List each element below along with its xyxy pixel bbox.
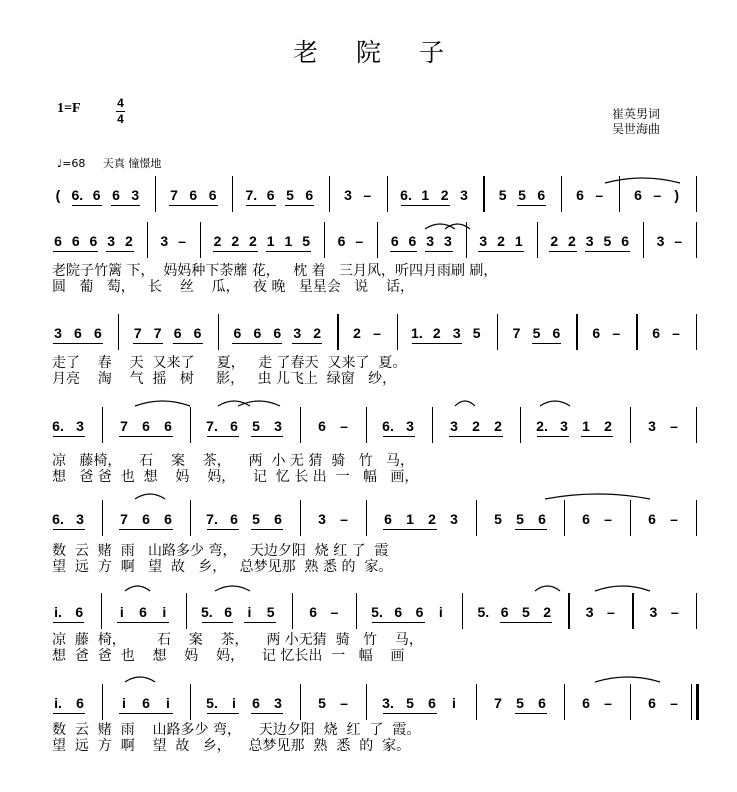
- note: 5.: [201, 604, 213, 620]
- note: 5: [286, 187, 294, 203]
- note: 6: [142, 418, 150, 434]
- note: i: [119, 604, 124, 620]
- note: 5: [516, 695, 524, 711]
- note: 6: [582, 695, 590, 711]
- note: 6: [74, 325, 82, 341]
- note: 7: [133, 325, 142, 341]
- note: 2: [313, 325, 322, 341]
- lyric-text: 凉 藤椅， 石 案 茶， 两 小 无 猜 骑 竹 马，: [52, 453, 414, 469]
- note: 3: [426, 233, 435, 249]
- note: –: [670, 511, 678, 527]
- note: –: [604, 511, 612, 527]
- note: 6.: [52, 418, 64, 434]
- note: 6: [634, 187, 642, 203]
- note: 6: [538, 511, 546, 527]
- note: 6: [253, 325, 262, 341]
- slur: [125, 586, 150, 591]
- note: 7: [153, 325, 162, 341]
- note: 7: [494, 695, 502, 711]
- note: 7: [120, 511, 128, 527]
- note: 2: [213, 233, 222, 249]
- note: 7.: [206, 511, 218, 527]
- lyric-text: 想 爸 爸 也 想 妈 妈， 记 忆长出 一 幅 画: [52, 648, 405, 664]
- note: i: [162, 604, 167, 620]
- lyric-text: 月亮 淘 气 摇 树 影， 虫 儿飞上 绿窗 纱，: [52, 371, 397, 387]
- note: 3: [450, 418, 458, 434]
- note: 6: [428, 695, 436, 711]
- note: 6: [576, 187, 584, 203]
- note: –: [653, 187, 662, 203]
- note: 6: [648, 695, 656, 711]
- note: 5.: [206, 695, 218, 711]
- note: 1: [514, 233, 523, 249]
- note: 6: [189, 187, 198, 203]
- note: 2: [472, 418, 480, 434]
- note: 1: [284, 233, 293, 249]
- note: 3: [344, 187, 352, 203]
- note: 6.: [71, 187, 84, 203]
- note: 6: [112, 187, 120, 203]
- key-signature: 1=F: [57, 101, 81, 116]
- meter-bottom: 4: [117, 112, 124, 126]
- note: 6: [233, 325, 242, 341]
- note: 5: [406, 695, 414, 711]
- note: 6: [309, 604, 318, 620]
- tempo-value: ♩=68: [57, 157, 86, 170]
- note: 2: [231, 233, 240, 249]
- note: 6: [415, 604, 424, 620]
- note: 5: [252, 418, 260, 434]
- lyric-text: 望 远 方 啊 望 故 乡， 总梦见那 熟 悉 的 家。: [52, 738, 411, 754]
- note: 2: [432, 325, 441, 341]
- note: 5: [494, 511, 502, 527]
- note: 6: [266, 187, 275, 203]
- note: –: [355, 233, 364, 249]
- note: 1: [406, 511, 414, 527]
- note: 1: [582, 418, 590, 434]
- note: –: [670, 695, 678, 711]
- note: –: [363, 187, 372, 203]
- note: 1: [421, 187, 430, 203]
- note: –: [340, 695, 348, 711]
- note: 3: [452, 325, 461, 341]
- note: 2: [604, 418, 612, 434]
- lyric-text: 圆 葡 萄， 长 丝 瓜， 夜 晚 星星会 说 话，: [52, 279, 414, 295]
- lyric-text: 数 云 赌 雨 山路多少 弯， 天边夕阳 烧 红 了 霞: [52, 543, 389, 559]
- note: 2: [494, 418, 502, 434]
- note: 3: [443, 233, 452, 249]
- slur: [425, 224, 455, 229]
- note: 5.: [371, 604, 383, 620]
- note: 6: [552, 325, 561, 341]
- note: 5: [318, 695, 326, 711]
- note: 3: [560, 418, 568, 434]
- note: 3: [479, 233, 488, 249]
- note: 6.: [400, 187, 412, 203]
- note: 3: [76, 418, 84, 434]
- note: 6: [582, 511, 590, 527]
- composer: 吴世海曲: [612, 122, 661, 136]
- note: –: [604, 695, 612, 711]
- note: 2: [568, 233, 576, 249]
- lyric-text: 凉 藤 椅， 石 案 茶， 两 小无猜 骑 竹 马，: [52, 632, 423, 648]
- note: 6: [193, 325, 202, 341]
- lyric-text: 想 爸 爸 也 想 妈 妈， 记 忆 长 出 一 幅 画，: [52, 469, 419, 485]
- slur: [595, 586, 650, 591]
- note: 6: [621, 233, 630, 249]
- expression-marking: 天真 憧憬地: [102, 157, 162, 170]
- note: 5: [252, 511, 260, 527]
- note: 6: [89, 233, 98, 249]
- note: 6: [273, 325, 282, 341]
- lyric-text: 走了 春 天 又来了 夏， 走 了春天 又来了 夏。: [52, 355, 407, 371]
- note: 6.: [52, 511, 64, 527]
- note: 7.: [206, 418, 218, 434]
- note: 3: [585, 233, 594, 249]
- note: 2: [550, 233, 559, 249]
- note: 3: [585, 604, 594, 620]
- note: 5: [516, 511, 524, 527]
- note: 6: [230, 511, 238, 527]
- note: 2: [428, 511, 436, 527]
- note: 7: [512, 325, 521, 341]
- note: 3: [406, 418, 414, 434]
- slur: [455, 401, 475, 406]
- note: 6: [592, 325, 601, 341]
- lyric-text: 老院子竹篱 下， 妈妈种下荼蘼 花， 枕 着 三月风，听四月雨刷 刷，: [52, 263, 498, 279]
- note: 5.: [477, 604, 490, 620]
- note: i: [438, 604, 443, 620]
- note: –: [595, 187, 604, 203]
- note: 6: [537, 187, 546, 203]
- note: 6: [224, 604, 233, 620]
- note: i: [452, 695, 456, 711]
- note: 1: [266, 233, 275, 249]
- note: –: [672, 325, 680, 341]
- note: 5: [518, 187, 526, 203]
- note: 6: [208, 187, 217, 203]
- slur: [535, 586, 560, 591]
- slur: [238, 401, 280, 406]
- note: 2.: [536, 418, 548, 434]
- lyricist: 崔英男词: [612, 107, 661, 121]
- note: 6: [305, 187, 314, 203]
- note: 2: [497, 233, 505, 249]
- note: 6: [139, 604, 147, 620]
- note: 3: [274, 695, 282, 711]
- note: 6: [164, 511, 172, 527]
- note: 5: [498, 187, 507, 203]
- note: 3: [76, 511, 84, 527]
- lyric-text: 望 远 方 啊 望 故 乡， 总梦见那 熟 悉 的 家。: [52, 559, 393, 575]
- note: ): [674, 187, 679, 203]
- note: –: [330, 604, 339, 620]
- note: 6: [274, 511, 282, 527]
- note: 6: [142, 695, 150, 711]
- note: 6: [75, 604, 84, 620]
- slur: [605, 178, 680, 183]
- slur: [545, 494, 650, 499]
- note: 3: [318, 511, 326, 527]
- note: –: [340, 511, 348, 527]
- note: 2: [543, 604, 552, 620]
- note: 3: [450, 511, 458, 527]
- note: 6: [318, 418, 326, 434]
- slur: [215, 586, 250, 591]
- note: 7.: [245, 187, 258, 203]
- note: 6: [93, 325, 102, 341]
- slur: [595, 677, 660, 682]
- note: 6.: [382, 418, 394, 434]
- note: 5: [521, 604, 530, 620]
- note: 5: [472, 325, 481, 341]
- note: 6: [173, 325, 182, 341]
- note: 3: [656, 233, 665, 249]
- note: 6: [384, 511, 392, 527]
- lyric-text: 数 云 赌 雨 山路多少 弯， 天边夕阳 烧 红 了 霞。: [52, 722, 421, 738]
- note: i: [232, 695, 236, 711]
- note: 6: [394, 604, 403, 620]
- note: i: [247, 604, 252, 620]
- note: 3: [460, 187, 468, 203]
- note: –: [670, 418, 678, 434]
- note: –: [373, 325, 381, 341]
- note: 6: [164, 418, 172, 434]
- note: 3: [648, 418, 656, 434]
- note: –: [674, 233, 683, 249]
- note: 6: [500, 604, 509, 620]
- note: 2: [124, 233, 133, 249]
- note: 5: [266, 604, 275, 620]
- note: 3: [160, 233, 169, 249]
- slur: [135, 401, 190, 406]
- note: 6: [390, 233, 399, 249]
- note: 3: [107, 233, 116, 249]
- note: 6: [230, 418, 238, 434]
- note: i.: [54, 604, 62, 620]
- note: 3.: [382, 695, 394, 711]
- note: 5: [532, 325, 541, 341]
- meter-top: 4: [117, 96, 124, 110]
- note: –: [612, 325, 621, 341]
- note: 2: [353, 325, 361, 341]
- note: 6: [76, 695, 84, 711]
- note: 6: [337, 233, 346, 249]
- note: 6: [142, 511, 150, 527]
- note: 6: [648, 511, 656, 527]
- note: 6: [408, 233, 417, 249]
- note: 3: [54, 325, 62, 341]
- note: 6: [538, 695, 546, 711]
- note: 6: [71, 233, 80, 249]
- slur: [135, 494, 165, 499]
- note: 6: [252, 695, 260, 711]
- slur: [540, 401, 570, 406]
- note: 3: [293, 325, 302, 341]
- note: 5: [302, 233, 311, 249]
- note: i: [166, 695, 170, 711]
- note: 6: [54, 233, 62, 249]
- note: –: [178, 233, 186, 249]
- note: (: [55, 187, 61, 203]
- note: i.: [54, 695, 62, 711]
- song-title: 老院子: [292, 38, 482, 67]
- slur: [445, 224, 470, 229]
- note: –: [607, 604, 615, 620]
- note: –: [670, 604, 679, 620]
- slur: [125, 677, 155, 682]
- note: 6: [652, 325, 661, 341]
- note: 3: [274, 418, 282, 434]
- note: 7: [170, 187, 178, 203]
- note: 1.: [411, 325, 423, 341]
- note: 3: [649, 604, 658, 620]
- note: 7: [120, 418, 128, 434]
- note: 2: [249, 233, 257, 249]
- note: –: [340, 418, 348, 434]
- note: 2: [440, 187, 449, 203]
- note: 6: [92, 187, 101, 203]
- note: i: [122, 695, 126, 711]
- note: 3: [131, 187, 140, 203]
- note: 5: [603, 233, 612, 249]
